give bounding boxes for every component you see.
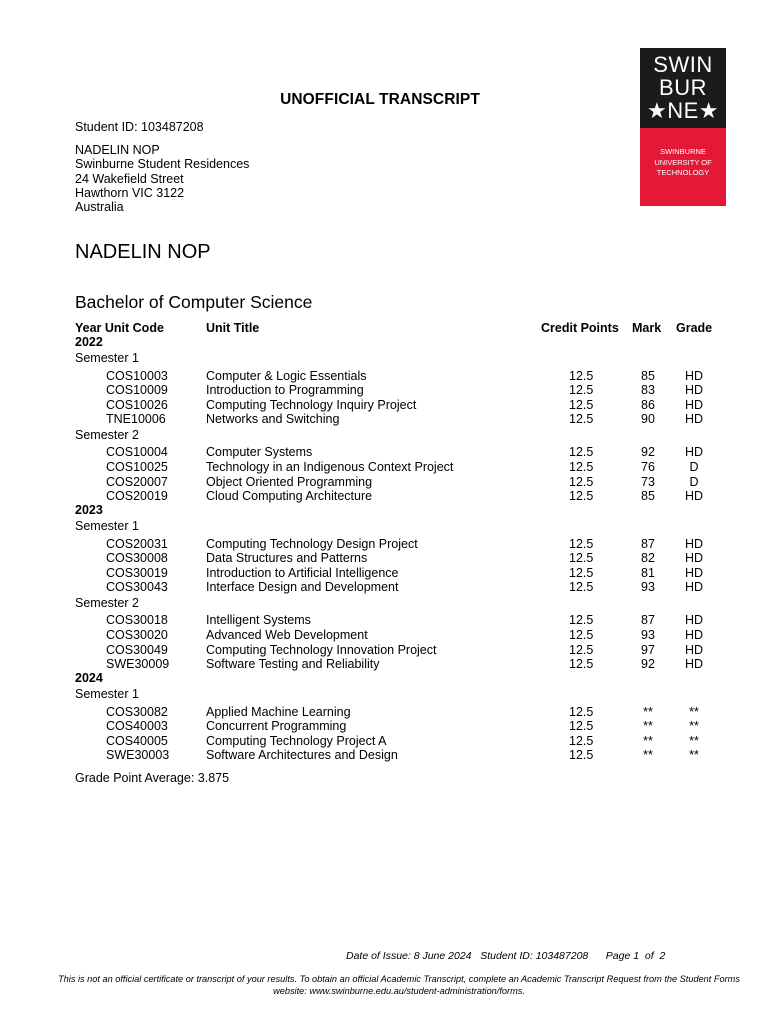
col-header-credit-points: Credit Points	[541, 321, 619, 335]
unit-mark: 97	[641, 642, 655, 657]
unit-mark: 86	[641, 397, 655, 412]
unit-code: COS20019	[106, 489, 168, 504]
unit-mark: **	[643, 748, 653, 763]
unit-code: COS20031	[106, 536, 168, 551]
unit-grade: HD	[684, 397, 704, 412]
unit-grade: HD	[684, 383, 704, 398]
unit-mark: 93	[641, 580, 655, 595]
table-row	[0, 475, 768, 490]
logo-dark-panel	[640, 48, 726, 128]
unit-grade: HD	[684, 536, 704, 551]
swinburne-logo	[640, 48, 726, 206]
unit-title: Advanced Web Development	[206, 628, 368, 642]
unit-title: Computing Technology Project A	[206, 733, 387, 748]
unit-grade: HD	[684, 489, 704, 504]
unit-title: Data Structures and Patterns	[206, 551, 368, 566]
unit-code: COS10003	[106, 368, 168, 383]
credit-points: 12.5	[569, 719, 594, 734]
table-row	[0, 489, 768, 504]
table-row	[0, 445, 768, 460]
unit-title: Computing Technology Inquiry Project	[206, 397, 417, 412]
unit-mark: 93	[641, 628, 655, 642]
student-id: Student ID: 103487208	[75, 120, 204, 134]
unit-title: Networks and Switching	[206, 412, 340, 427]
unit-mark: 87	[641, 536, 655, 551]
credit-points: 12.5	[569, 445, 594, 460]
unit-title: Software Architectures and Design	[206, 748, 398, 763]
logo-subtitle	[640, 147, 726, 179]
credit-points: 12.5	[569, 460, 594, 474]
table-row	[0, 748, 768, 763]
unit-mark: 92	[641, 445, 655, 460]
col-header-unit-title: Unit Title	[206, 321, 260, 335]
unit-mark: 82	[641, 551, 655, 566]
unit-grade: HD	[684, 368, 704, 383]
unit-code: COS30018	[106, 613, 168, 628]
unit-title: Applied Machine Learning	[206, 704, 351, 719]
semester-heading: Semester 1	[75, 687, 139, 701]
credit-points: 12.5	[569, 489, 594, 504]
unit-grade: **	[689, 704, 699, 719]
unit-mark: 92	[641, 657, 655, 672]
unit-grade: HD	[684, 445, 704, 460]
unit-grade: **	[689, 733, 699, 748]
unit-mark: **	[643, 733, 653, 748]
credit-points: 12.5	[569, 733, 594, 748]
logo-word-line: BUR	[659, 75, 707, 100]
year-heading: 2024	[75, 671, 103, 685]
semester-heading: Semester 2	[75, 427, 139, 442]
year-heading: 2022	[75, 335, 103, 349]
unit-mark: 85	[641, 489, 655, 504]
unit-mark: **	[643, 719, 653, 734]
unit-mark: 90	[641, 412, 655, 427]
unit-code: SWE30009	[106, 657, 170, 672]
unit-mark: **	[643, 704, 653, 719]
unit-code: COS30019	[106, 565, 168, 580]
unit-code: COS30043	[106, 580, 168, 595]
table-row	[0, 398, 768, 413]
col-header-mark: Mark	[632, 321, 662, 335]
semester-heading: Semester 1	[75, 519, 139, 533]
unit-code: COS20007	[106, 474, 168, 489]
credit-points: 12.5	[569, 383, 594, 398]
mailing-address	[75, 143, 249, 214]
unit-mark: 83	[641, 383, 655, 398]
table-row	[0, 580, 768, 595]
unit-grade: HD	[684, 613, 704, 628]
unit-mark: 87	[641, 613, 655, 628]
unit-title: Computer & Logic Essentials	[206, 368, 367, 383]
unit-title: Computing Technology Innovation Project	[206, 642, 437, 657]
credit-points: 12.5	[569, 704, 594, 719]
address-line: Swinburne Student Residences	[75, 157, 250, 172]
unit-grade: HD	[684, 551, 704, 566]
unit-grade: HD	[684, 412, 704, 427]
table-row	[0, 537, 768, 552]
unit-title: Computing Technology Design Project	[206, 536, 418, 551]
credit-points: 12.5	[569, 613, 594, 628]
student-name: NADELIN NOP	[75, 241, 211, 263]
unit-title: Introduction to Programming	[206, 383, 364, 398]
unit-grade: HD	[684, 642, 704, 657]
table-row	[0, 566, 768, 581]
table-row	[0, 719, 768, 734]
grade-point-average: Grade Point Average: 3.875	[75, 771, 230, 785]
unit-title: Software Testing and Reliability	[206, 657, 380, 672]
unit-grade: HD	[684, 657, 704, 672]
col-header-year-code: Year Unit Code	[75, 321, 164, 335]
unit-grade: HD	[684, 565, 704, 580]
semester-heading: Semester 1	[75, 351, 139, 365]
unit-code: COS10009	[106, 383, 168, 398]
unit-code: COS40005	[106, 733, 168, 748]
table-row	[0, 412, 768, 427]
credit-points: 12.5	[569, 551, 594, 566]
logo-word-line: ★NE★	[646, 98, 719, 123]
table-row	[0, 657, 768, 672]
unit-grade: **	[689, 719, 699, 734]
table-row	[0, 369, 768, 384]
unit-code: COS30008	[106, 551, 168, 566]
credit-points: 12.5	[569, 368, 594, 383]
semester-heading: Semester 2	[75, 595, 139, 610]
unit-mark: 76	[641, 460, 655, 474]
credit-points: 12.5	[569, 536, 594, 551]
unit-code: COS10026	[106, 397, 168, 412]
logo-subtitle-line: UNIVERSITY OF	[654, 157, 712, 167]
credit-points: 12.5	[569, 474, 594, 489]
unit-code: COS10004	[106, 445, 168, 460]
table-row	[0, 613, 768, 628]
table-row	[0, 383, 768, 398]
unit-code: SWE30003	[106, 748, 170, 763]
credit-points: 12.5	[569, 642, 594, 657]
table-row	[0, 734, 768, 749]
issue-info: Date of Issue: 8 June 2024 Student ID: 103487208 Page 1 of 2	[346, 950, 666, 962]
unit-code: COS30082	[106, 704, 168, 719]
table-row	[0, 643, 768, 658]
unit-title: Object Oriented Programming	[206, 474, 373, 489]
credit-points: 12.5	[569, 397, 594, 412]
table-row	[0, 705, 768, 720]
unit-grade: HD	[684, 628, 704, 642]
unit-title: Cloud Computing Architecture	[206, 489, 373, 504]
logo-subtitle-line: TECHNOLOGY	[656, 168, 710, 177]
unit-code: TNE10006	[106, 412, 166, 427]
credit-points: 12.5	[569, 565, 594, 580]
unit-title: Intelligent Systems	[206, 613, 311, 628]
unit-grade: D	[689, 474, 699, 489]
unit-title: Concurrent Programming	[206, 719, 347, 734]
unit-code: COS30020	[106, 628, 168, 642]
credit-points: 12.5	[569, 628, 594, 642]
col-header-grade: Grade	[676, 321, 713, 335]
address-line: 24 Wakefield Street	[75, 171, 184, 186]
address-line: Hawthorn VIC 3122	[75, 185, 185, 200]
disclaimer-note: This is not an official certificate or transcript of your results. To obtain an official Academic Transcript, complete an Academic Transcript Request from the Student Forms website: www.swinburne.edu.au/student-administration/forms.	[58, 974, 740, 996]
unit-code: COS40003	[106, 719, 168, 734]
unit-title: Interface Design and Development	[206, 580, 399, 595]
program-name: Bachelor of Computer Science	[75, 292, 313, 312]
table-row	[0, 460, 768, 475]
year-heading: 2023	[75, 503, 103, 517]
credit-points: 12.5	[569, 580, 594, 595]
credit-points: 12.5	[569, 748, 594, 763]
unit-mark: 73	[641, 474, 655, 489]
credit-points: 12.5	[569, 657, 594, 672]
address-line: Australia	[75, 200, 124, 215]
logo-subtitle-line: SWINBURNE	[660, 147, 706, 156]
table-row	[0, 628, 768, 643]
table-row	[0, 551, 768, 566]
unit-mark: 85	[641, 368, 655, 383]
unit-grade: HD	[684, 580, 704, 595]
document-title: UNOFFICIAL TRANSCRIPT	[280, 91, 480, 108]
unit-grade: D	[689, 460, 699, 474]
credit-points: 12.5	[569, 412, 594, 427]
unit-title: Technology in an Indigenous Context Project	[206, 460, 454, 474]
unit-code: COS10025	[106, 460, 168, 474]
unit-code: COS30049	[106, 642, 168, 657]
unit-mark: 81	[641, 565, 655, 580]
address-line: NADELIN NOP	[75, 143, 160, 157]
logo-word-line: SWIN	[653, 52, 713, 77]
unit-title: Introduction to Artificial Intelligence	[206, 565, 399, 580]
unit-grade: **	[689, 748, 699, 763]
unit-title: Computer Systems	[206, 445, 313, 460]
